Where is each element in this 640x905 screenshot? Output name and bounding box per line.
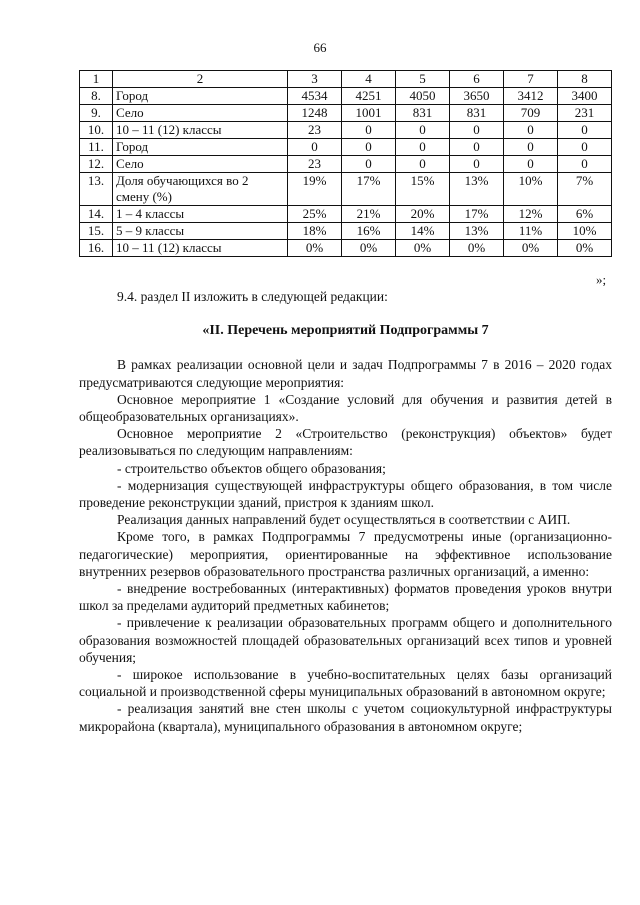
- row-label: Город: [113, 88, 288, 105]
- table-header-cell: 5: [396, 71, 450, 88]
- section-heading: «II. Перечень мероприятий Подпрограммы 7: [202, 323, 489, 339]
- table-cell: 3412: [504, 88, 558, 105]
- table-cell: 0: [504, 156, 558, 173]
- row-label: Город: [113, 139, 288, 156]
- row-label: 5 – 9 классы: [113, 223, 288, 240]
- table-cell: 0%: [288, 240, 342, 257]
- list-item: - строительство объектов общего образования;: [117, 460, 386, 476]
- list-item: - привлечение к реализации образовательных программ общего и дополнительного образования возможностей площадей образовательных организаций всех типов и уровней обучения;: [79, 615, 612, 665]
- paragraph: В рамках реализации основной цели и задач Подпрограммы 7 в 2016 – 2020 годах предусматриваются следующие мероприятия:: [79, 357, 612, 390]
- table-cell: 10%: [504, 173, 558, 206]
- row-label: 10 – 11 (12) классы: [113, 240, 288, 257]
- list-item: - внедрение востребованных (интерактивных) форматов проведения уроков внутри школ за пределами аудиторий предметных кабинетов;: [79, 581, 612, 614]
- table-cell: 17%: [342, 173, 396, 206]
- table-cell: 23: [288, 156, 342, 173]
- table-cell: 0%: [396, 240, 450, 257]
- table-cell: 0: [342, 122, 396, 139]
- table-cell: 15%: [396, 173, 450, 206]
- table-cell: 0%: [558, 240, 612, 257]
- table-header-cell: 2: [113, 71, 288, 88]
- table-header-row: [80, 71, 612, 88]
- table-cell: 0: [342, 156, 396, 173]
- table-cell: 4251: [342, 88, 396, 105]
- table-row: [80, 206, 612, 223]
- row-number: 13.: [80, 173, 113, 206]
- table-cell: 20%: [396, 206, 450, 223]
- table-cell: 0: [558, 156, 612, 173]
- table-cell: 231: [558, 105, 612, 122]
- table-row: [80, 105, 612, 122]
- table-cell: 0: [558, 139, 612, 156]
- data-table: [79, 70, 612, 257]
- table-cell: 13%: [450, 223, 504, 240]
- row-label: Село: [113, 156, 288, 173]
- table-cell: 11%: [504, 223, 558, 240]
- page-number: 66: [313, 40, 327, 55]
- table-row: [80, 88, 612, 105]
- table-cell: 831: [450, 105, 504, 122]
- table-cell: 0: [396, 156, 450, 173]
- table-cell: 23: [288, 122, 342, 139]
- table-cell: 0: [504, 139, 558, 156]
- table-cell: 25%: [288, 206, 342, 223]
- row-number: 12.: [80, 156, 113, 173]
- table-row: [80, 156, 612, 173]
- table-cell: 0: [504, 122, 558, 139]
- table-cell: 0: [396, 139, 450, 156]
- row-number: 11.: [80, 139, 113, 156]
- table-header-cell: 3: [288, 71, 342, 88]
- table-row: [80, 139, 612, 156]
- table-cell: 0: [450, 139, 504, 156]
- paragraph: Основное мероприятие 1 «Создание условий для обучения и развития детей в общеобразовательных организациях».: [79, 391, 612, 425]
- row-label: Село: [113, 105, 288, 122]
- table-cell: 17%: [450, 206, 504, 223]
- quote-close: »;: [596, 272, 607, 287]
- table-cell: 13%: [450, 173, 504, 206]
- table-cell: 4534: [288, 88, 342, 105]
- table-header-cell: 1: [80, 71, 113, 88]
- item-9-4: 9.4. раздел II изложить в следующей редакции:: [117, 289, 388, 304]
- table-cell: 1248: [288, 105, 342, 122]
- table-row: [80, 173, 612, 206]
- paragraph: Кроме того, в рамках Подпрограммы 7 предусмотрены иные (организационно-педагогические) мероприятия, ориентированные на эффективное использование внутренних резервов образовательного пространства различных организаций, а именно:: [79, 529, 612, 579]
- row-number: 8.: [80, 88, 113, 105]
- table-cell: 0%: [342, 240, 396, 257]
- row-label: 1 – 4 классы: [113, 206, 288, 223]
- list-item: - модернизация существующей инфраструктуры общего образования, в том числе проведение реконструкции зданий, пристроя к зданиям школ.: [79, 477, 612, 511]
- table-cell: 0: [288, 139, 342, 156]
- table-cell: 18%: [288, 223, 342, 240]
- table-cell: 19%: [288, 173, 342, 206]
- document-body: [79, 288, 612, 735]
- table-cell: 10%: [558, 223, 612, 240]
- table-cell: 0: [558, 122, 612, 139]
- table-header-cell: 8: [558, 71, 612, 88]
- table-cell: 21%: [342, 206, 396, 223]
- paragraph: Реализация данных направлений будет осуществляться в соответствии с АИП.: [117, 512, 571, 528]
- table-row: [80, 240, 612, 257]
- table-row: [80, 223, 612, 240]
- table-cell: 0%: [450, 240, 504, 257]
- table-cell: 12%: [504, 206, 558, 223]
- table-cell: 0: [450, 156, 504, 173]
- table-header-cell: 7: [504, 71, 558, 88]
- table-cell: 16%: [342, 223, 396, 240]
- table-cell: 7%: [558, 173, 612, 206]
- table-cell: 3400: [558, 88, 612, 105]
- row-number: 10.: [80, 122, 113, 139]
- row-number: 16.: [80, 240, 113, 257]
- list-item: - широкое использование в учебно-воспитательных целях базы организаций социальной и производственной сферы муниципальных образований в автономном округе;: [79, 667, 612, 700]
- row-label: Доля обучающихся во 2 смену (%): [113, 173, 288, 206]
- table-cell: 0: [450, 122, 504, 139]
- table-header-cell: 4: [342, 71, 396, 88]
- list-item: - реализация занятий вне стен школы с учетом социокультурной инфраструктуры микрорайона (квартала), муниципального образования в автономном округе;: [79, 701, 612, 734]
- table-cell: 831: [396, 105, 450, 122]
- table-cell: 0: [396, 122, 450, 139]
- row-number: 9.: [80, 105, 113, 122]
- row-number: 14.: [80, 206, 113, 223]
- table-cell: 709: [504, 105, 558, 122]
- table-cell: 4050: [396, 88, 450, 105]
- table-cell: 3650: [450, 88, 504, 105]
- table-cell: 6%: [558, 206, 612, 223]
- table-cell: 0: [342, 139, 396, 156]
- table-header-cell: 6: [450, 71, 504, 88]
- table-row: [80, 122, 612, 139]
- row-number: 15.: [80, 223, 113, 240]
- table-cell: 1001: [342, 105, 396, 122]
- row-label: 10 – 11 (12) классы: [113, 122, 288, 139]
- table-cell: 14%: [396, 223, 450, 240]
- table-cell: 0%: [504, 240, 558, 257]
- paragraph: Основное мероприятие 2 «Строительство (реконструкция) объектов» будет реализовываться по следующим направлениям:: [79, 426, 612, 459]
